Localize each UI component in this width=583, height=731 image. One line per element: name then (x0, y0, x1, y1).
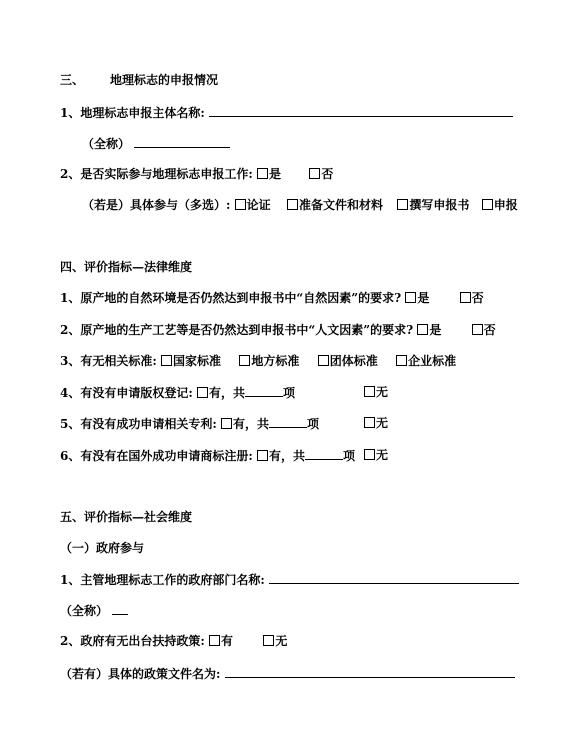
s4-q5-none-label: 无 (376, 416, 389, 430)
s4-q3-row (60, 353, 456, 369)
s4-q6-have-label: 有，共 (268, 449, 305, 463)
section4-title: 四、评价指标—法律维度 (60, 260, 193, 274)
s4-q4-label: 4、有没有申请版权登记: (60, 386, 193, 400)
copyright-count-field[interactable] (245, 384, 283, 397)
gov-department-fullname-field[interactable] (112, 602, 128, 615)
opt-apply-checkbox[interactable] (482, 199, 493, 210)
s4-q2-label: 2、原产地的生产工艺等是否仍然达到申报书中“人文因素”的要求? (60, 323, 414, 337)
section3-title (60, 72, 218, 88)
trademark-count-field[interactable] (305, 447, 343, 460)
section3-title-num: 三、 (60, 73, 85, 87)
s4-q6-row (60, 447, 355, 464)
s4-q2-yes-label: 是 (429, 323, 442, 337)
std-local-label: 地方标准 (251, 354, 300, 368)
s3-q2-yes-label: 是 (268, 167, 281, 181)
s4-q6-none-row (364, 447, 388, 463)
s4-q1-label: 1、原产地的自然环境是否仍然达到申报书中“自然因素”的要求? (60, 291, 402, 305)
s4-q4-none-label: 无 (376, 385, 389, 399)
s4-q4-none-checkbox[interactable] (364, 386, 375, 397)
s5-q1-label: 1、主管地理标志工作的政府部门名称: (60, 573, 265, 587)
std-group-checkbox[interactable] (318, 355, 329, 366)
s3-q2-label: 2、是否实际参与地理标志申报工作: (60, 167, 253, 181)
s3-q2-no-label: 否 (321, 167, 334, 181)
s4-q4-have-checkbox[interactable] (197, 387, 208, 398)
std-local-checkbox[interactable] (239, 355, 250, 366)
s5-q2-sub-row (60, 665, 515, 682)
s4-q1-row (60, 290, 484, 306)
s5-q2-have-label: 有 (220, 634, 233, 648)
section5-title: 五、评价指标—社会维度 (60, 510, 193, 524)
s4-q2-no-label: 否 (483, 323, 496, 337)
s3-q2-no-checkbox[interactable] (309, 168, 320, 179)
s4-q5-none-checkbox[interactable] (364, 417, 375, 428)
s4-q5-have-checkbox[interactable] (221, 418, 232, 429)
s4-q5-have-label: 有，共 (232, 417, 269, 431)
s4-q1-no-checkbox[interactable] (460, 292, 471, 303)
s5-q1-row (60, 571, 519, 588)
std-group-label: 团体标准 (329, 354, 378, 368)
s4-q6-xiang: 项 (342, 449, 355, 463)
s5-q2-have-checkbox[interactable] (209, 635, 220, 646)
s4-q2-no-checkbox[interactable] (472, 324, 483, 335)
opt-write-label: 撰写申报书 (409, 198, 470, 212)
s5-q1-sub-row (60, 602, 128, 619)
s5-q2-label: 2、政府有无出台扶持政策: (60, 634, 205, 648)
s4-q5-none-row (364, 415, 388, 431)
section3-title-text: 地理标志的申报情况 (110, 73, 219, 87)
s3-q1-label: 1、地理标志申报主体名称: (60, 106, 205, 120)
s3-q1-sub-label: （全称） (82, 137, 131, 151)
s4-q1-no-label: 否 (471, 291, 484, 305)
s5-q2-row (60, 633, 287, 649)
s5-q2-none-label: 无 (275, 634, 288, 648)
s4-q2-yes-checkbox[interactable] (417, 324, 428, 335)
s3-q1-sub-row (82, 135, 230, 152)
opt-write-checkbox[interactable] (397, 199, 408, 210)
applicant-name-field[interactable] (209, 104, 513, 117)
std-enterprise-label: 企业标准 (408, 354, 457, 368)
s4-q1-yes-checkbox[interactable] (405, 292, 416, 303)
s4-q3-label: 3、有无相关标准: (60, 354, 157, 368)
policy-name-field[interactable] (225, 665, 515, 678)
s3-q2-row (60, 166, 333, 182)
opt-apply-label: 申报 (493, 198, 518, 212)
s4-q4-have-label: 有，共 (208, 386, 245, 400)
std-national-label: 国家标准 (172, 354, 221, 368)
s4-q4-row (60, 384, 295, 401)
patent-count-field[interactable] (269, 415, 307, 428)
s3-q2-sub-row (82, 197, 518, 213)
gov-department-field[interactable] (269, 571, 519, 584)
s5-q1-sub-label: （全称） (60, 604, 109, 618)
std-national-checkbox[interactable] (161, 355, 172, 366)
s4-q5-xiang: 项 (306, 417, 319, 431)
applicant-fullname-field[interactable] (134, 135, 230, 148)
s3-q2-sub-label: （若是）具体参与（多选）: (82, 198, 231, 212)
s4-q5-row (60, 415, 319, 432)
s4-q6-have-checkbox[interactable] (257, 450, 268, 461)
s5-q2-none-checkbox[interactable] (263, 635, 274, 646)
s3-q1-row (60, 104, 513, 121)
std-enterprise-checkbox[interactable] (396, 355, 407, 366)
s4-q5-label: 5、有没有成功申请相关专利: (60, 417, 217, 431)
s3-q2-yes-checkbox[interactable] (257, 168, 268, 179)
opt-docs-checkbox[interactable] (287, 199, 298, 210)
s4-q1-yes-label: 是 (417, 291, 430, 305)
s4-q2-row (60, 322, 496, 338)
s4-q6-label: 6、有没有在国外成功申请商标注册: (60, 449, 253, 463)
s4-q6-none-checkbox[interactable] (364, 449, 375, 460)
s4-q4-xiang: 项 (282, 386, 295, 400)
opt-demo-label: 论证 (246, 198, 271, 212)
opt-docs-label: 准备文件和材料 (299, 198, 384, 212)
s5-sub1: （一）政府参与 (60, 541, 145, 555)
opt-demo-checkbox[interactable] (235, 199, 246, 210)
s5-q2-sub-label: （若有）具体的政策文件名为: (60, 667, 221, 681)
s4-q6-none-label: 无 (376, 448, 389, 462)
s4-q4-none-row (364, 384, 388, 400)
